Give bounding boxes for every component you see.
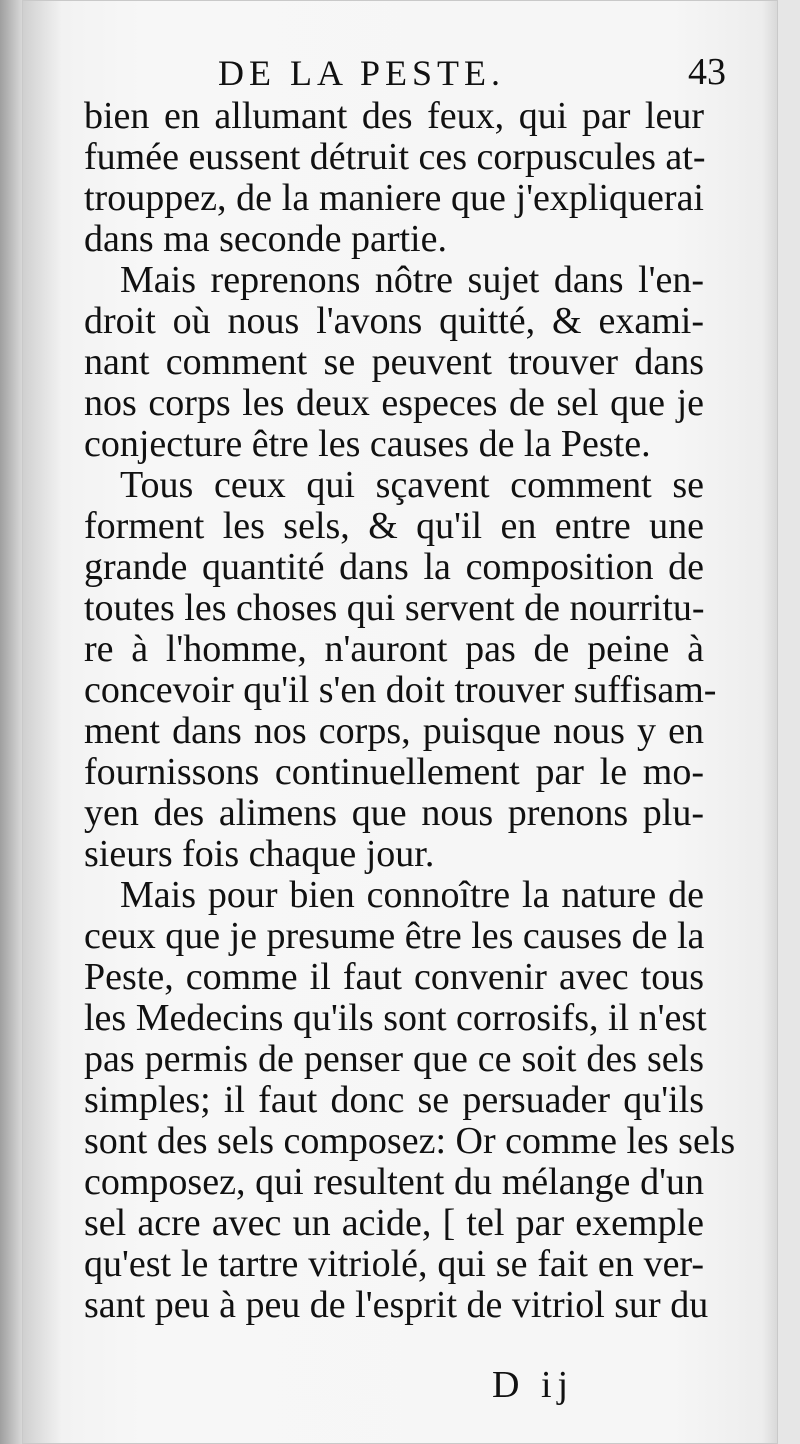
- text-line: qu'est le tartre vitriolé, qui se fait en ver-: [84, 1243, 704, 1285]
- text-line: Mais pour bien connoître la nature de: [120, 874, 704, 916]
- signature-mark: D ij: [492, 1364, 575, 1406]
- text-line: fournissons continuellement par le mo-: [84, 751, 704, 793]
- text-line: nant comment se peuvent trouver dans: [84, 341, 704, 383]
- text-line: sont des sels composez: Or comme les sels: [84, 1120, 736, 1162]
- page-gutter-shadow: [0, 0, 22, 1444]
- text-line: nos corps les deux especes de sel que je: [84, 382, 704, 424]
- text-line: bien en allumant des feux, qui par leur: [84, 95, 704, 137]
- running-head: DE LA PESTE.: [218, 53, 506, 93]
- text-line: pas permis de penser que ce soit des sels: [84, 1038, 704, 1080]
- text-line: grande quantité dans la composition de: [84, 546, 704, 588]
- page-number: 43: [688, 51, 726, 93]
- text-line: toutes les choses qui servent de nourritu-: [84, 587, 705, 629]
- text-line: trouppez, de la maniere que j'expliquerai: [84, 177, 704, 219]
- text-line: droit où nous l'avons quitté, & exami-: [84, 300, 704, 342]
- text-line: conjecture être les causes de la Peste.: [84, 423, 651, 465]
- text-line: Mais reprenons nôtre sujet dans l'en-: [120, 259, 704, 301]
- text-line: forment les sels, & qu'il en entre une: [84, 505, 704, 547]
- text-line: simples; il faut donc se persuader qu'ils: [84, 1079, 704, 1121]
- text-line: les Medecins qu'ils sont corrosifs, il n'est: [84, 997, 707, 1039]
- text-line: fumée eussent détruit ces corpuscules at-: [84, 136, 706, 178]
- book-page: [22, 0, 778, 1444]
- text-line: re à l'homme, n'auront pas de peine à: [84, 628, 704, 670]
- text-line: sel acre avec un acide, [ tel par exemple: [84, 1202, 704, 1244]
- body-text: [84, 95, 736, 1326]
- text-line: concevoir qu'il s'en doit trouver suffisam-: [84, 669, 717, 711]
- text-line: sant peu à peu de l'esprit de vitriol sur du: [84, 1284, 709, 1326]
- text-line: composez, qui resultent du mélange d'un: [84, 1161, 704, 1203]
- text-line: dans ma seconde partie.: [84, 218, 447, 260]
- text-line: yen des alimens que nous prenons plu-: [84, 792, 704, 834]
- text-line: ceux que je presume être les causes de la: [84, 915, 705, 957]
- text-line: Peste, comme il faut convenir avec tous: [84, 956, 704, 998]
- text-line: sieurs fois chaque jour.: [84, 833, 435, 875]
- text-line: ment dans nos corps, puisque nous y en: [84, 710, 704, 752]
- text-line: Tous ceux qui sçavent comment se: [120, 464, 704, 506]
